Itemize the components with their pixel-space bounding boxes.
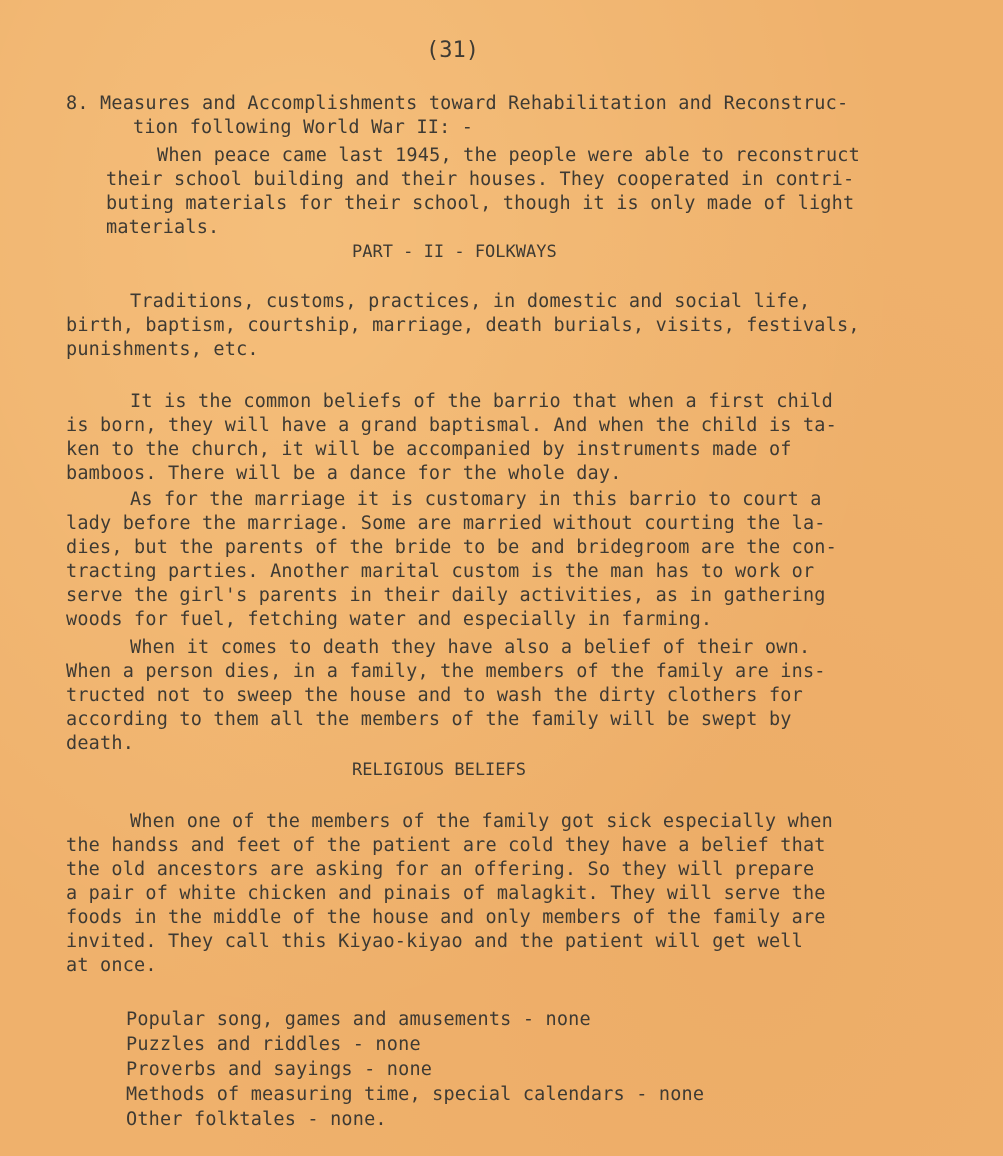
section-8-para-line: their school building and their houses. They cooperated in contri- [106, 169, 855, 190]
marriage-para-line: As for the marriage it is customary in this barrio to court a [130, 489, 822, 510]
religious-beliefs-heading: RELIGIOUS BELIEFS [352, 760, 526, 780]
marriage-para-line: dies, but the parents of the bride to be and bridegroom are the con- [66, 537, 837, 558]
religious-para-line: When one of the members of the family got sick especially when [130, 811, 833, 832]
list-item: Puzzles and riddles - none [126, 1034, 421, 1055]
birth-para-line: It is the common beliefs of the barrio that when a first child [130, 391, 833, 412]
part-2-intro-line: Traditions, customs, practices, in domestic and social life, [130, 291, 811, 312]
religious-para-line: at once. [66, 955, 157, 976]
section-8-para-line: When peace came last 1945, the people were able to reconstruct [157, 145, 860, 166]
part-2-heading: PART - II - FOLKWAYS [352, 242, 557, 262]
section-8-para-line: buting materials for their school, though it is only made of light [106, 193, 855, 214]
section-8-para-line: materials. [106, 217, 220, 238]
religious-para-line: the handss and feet of the patient are cold they have a belief that [66, 835, 826, 856]
religious-para-line: invited. They call this Kiyao-kiyao and the patient will get well [66, 931, 803, 952]
marriage-para-line: serve the girl's parents in their daily activities, as in gathering [66, 585, 826, 606]
list-item: Proverbs and sayings - none [126, 1059, 433, 1080]
religious-para-line: the old ancestors are asking for an offering. So they will prepare [66, 859, 815, 880]
birth-para-line: ken to the church, it will be accompanied by instruments made of [66, 439, 792, 460]
list-item: Popular song, games and amusements - none [126, 1009, 591, 1030]
death-para-line: death. [66, 733, 135, 754]
religious-para-line: foods in the middle of the house and only members of the family are [66, 907, 826, 928]
death-para-line: according to them all the members of the family will be swept by [66, 709, 792, 730]
religious-para-line: a pair of white chicken and pinais of malagkit. They will serve the [66, 883, 826, 904]
section-8-title-line-1: 8. Measures and Accomplishments toward Rehabilitation and Reconstruc- [66, 93, 849, 114]
list-item: Methods of measuring time, special calendars - none [126, 1084, 705, 1105]
part-2-intro-line: punishments, etc. [66, 339, 259, 360]
marriage-para-line: woods for fuel, fetching water and especially in farming. [66, 609, 713, 630]
death-para-line: When it comes to death they have also a belief of their own. [130, 637, 811, 658]
section-8-title-line-2: tion following World War II: - [133, 117, 474, 138]
birth-para-line: bamboos. There will be a dance for the whole day. [66, 463, 622, 484]
list-item: Other folktales - none. [126, 1109, 387, 1130]
part-2-intro-line: birth, baptism, courtship, marriage, death burials, visits, festivals, [66, 315, 860, 336]
marriage-para-line: tracting parties. Another marital custom is the man has to work or [66, 561, 815, 582]
page-number: (31) [426, 38, 479, 63]
marriage-para-line: lady before the marriage. Some are married without courting the la- [66, 513, 826, 534]
death-para-line: When a person dies, in a family, the members of the family are ins- [66, 661, 826, 682]
birth-para-line: is born, they will have a grand baptismal. And when the child is ta- [66, 415, 837, 436]
death-para-line: tructed not to sweep the house and to wash the dirty clothers for [66, 685, 803, 706]
